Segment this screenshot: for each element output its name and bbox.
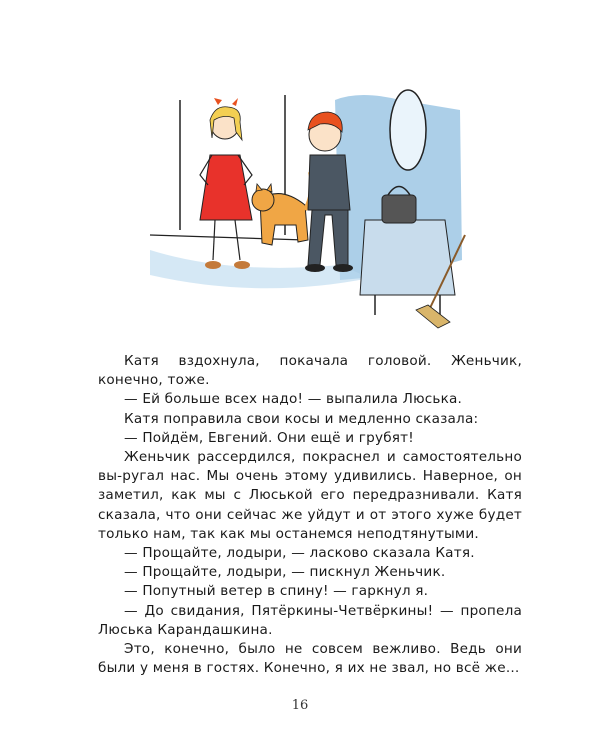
paragraph: Катя вздохнула, покачала головой. Женьчик, конечно, тоже. (98, 353, 522, 389)
girl-figure (200, 98, 252, 269)
story-illustration (110, 60, 490, 330)
story-text (98, 352, 522, 678)
paragraph: — Пойдём, Евгений. Они ещё и грубят! (124, 429, 414, 446)
paragraph: — До свидания, Пятёркины-Четвёркины! — пропела Люська Карандашкина. (98, 602, 522, 638)
paragraph: Это, конечно, было не совсем вежливо. Ведь они были у меня в гостях. Конечно, я их не звал, но всё же… (98, 641, 522, 677)
paragraph: — Попутный ветер в спину! — гаркнул я. (124, 583, 429, 600)
handbag (382, 195, 416, 223)
paragraph: — Ей больше всех надо! — выпалила Люська. (124, 391, 463, 408)
cat-figure (252, 172, 312, 245)
paragraph: — Прощайте, лодыри, — ласково сказала Катя. (124, 545, 475, 562)
page-number: 16 (291, 698, 309, 713)
paragraph: Катя поправила свои косы и медленно сказала: (124, 410, 479, 427)
mirror (390, 90, 426, 170)
paragraph: Женьчик рассердился, покраснел и самостоятельно вы-ругал нас. Мы очень этому удивились. Наверное, он заметил, как мы с Люськой его передразнивали. Катя сказала, что они сейчас же уйдут и от этого хуже будет только нам, так как мы останемся неподтянутыми. (98, 449, 522, 542)
paragraph: — Прощайте, лодыри, — пискнул Женьчик. (124, 564, 446, 581)
